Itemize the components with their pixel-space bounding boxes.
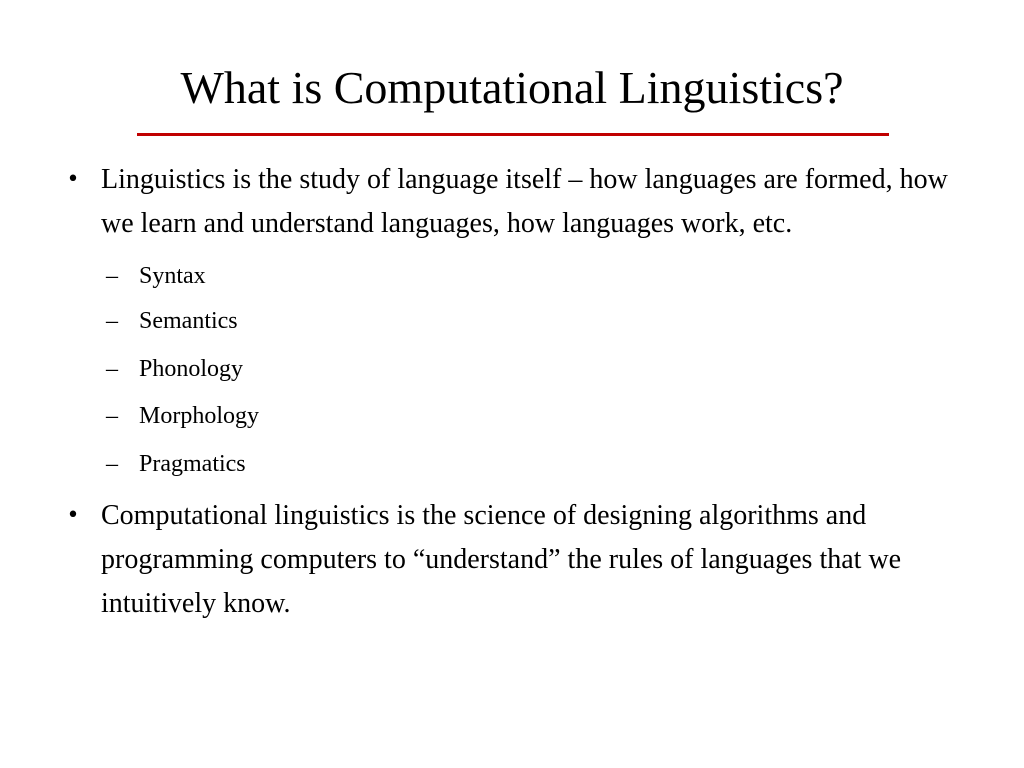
sub-item-pragmatics — [101, 441, 958, 489]
sub-item-text: Semantics — [139, 308, 238, 334]
sub-bullet-marker: – — [106, 403, 118, 429]
title-underline — [137, 133, 889, 136]
sub-bullet-list — [101, 254, 958, 488]
sub-bullet-marker: – — [106, 263, 118, 289]
sub-item-text: Phonology — [139, 355, 244, 382]
slide-title: What is Computational Linguistics? — [180, 62, 844, 113]
sub-item-morphology — [101, 393, 958, 441]
sub-bullet-marker: – — [106, 450, 118, 477]
sub-item-text: Morphology — [139, 403, 259, 429]
sub-item-syntax — [101, 254, 958, 298]
bullet-list — [58, 158, 958, 626]
sub-bullet-marker: – — [106, 308, 118, 334]
sub-item-text: Pragmatics — [139, 450, 246, 477]
sub-item-phonology — [101, 346, 958, 394]
bullet-marker: • — [66, 167, 80, 192]
sub-bullet-marker: – — [106, 355, 118, 382]
bullet-text: Linguistics is the study of language itself – how languages are formed, how we learn and understand languages, how languages work, etc. — [101, 164, 948, 239]
bullet-item-computational-linguistics — [58, 494, 958, 626]
bullet-text: Computational linguistics is the science of designing algorithms and programming computers to “understand” the rules of languages that we intuitively know. — [101, 500, 902, 619]
sub-item-semantics — [101, 298, 958, 346]
bullet-marker: • — [66, 503, 80, 528]
sub-item-text: Syntax — [139, 263, 206, 289]
bullet-item-linguistics — [58, 158, 958, 488]
